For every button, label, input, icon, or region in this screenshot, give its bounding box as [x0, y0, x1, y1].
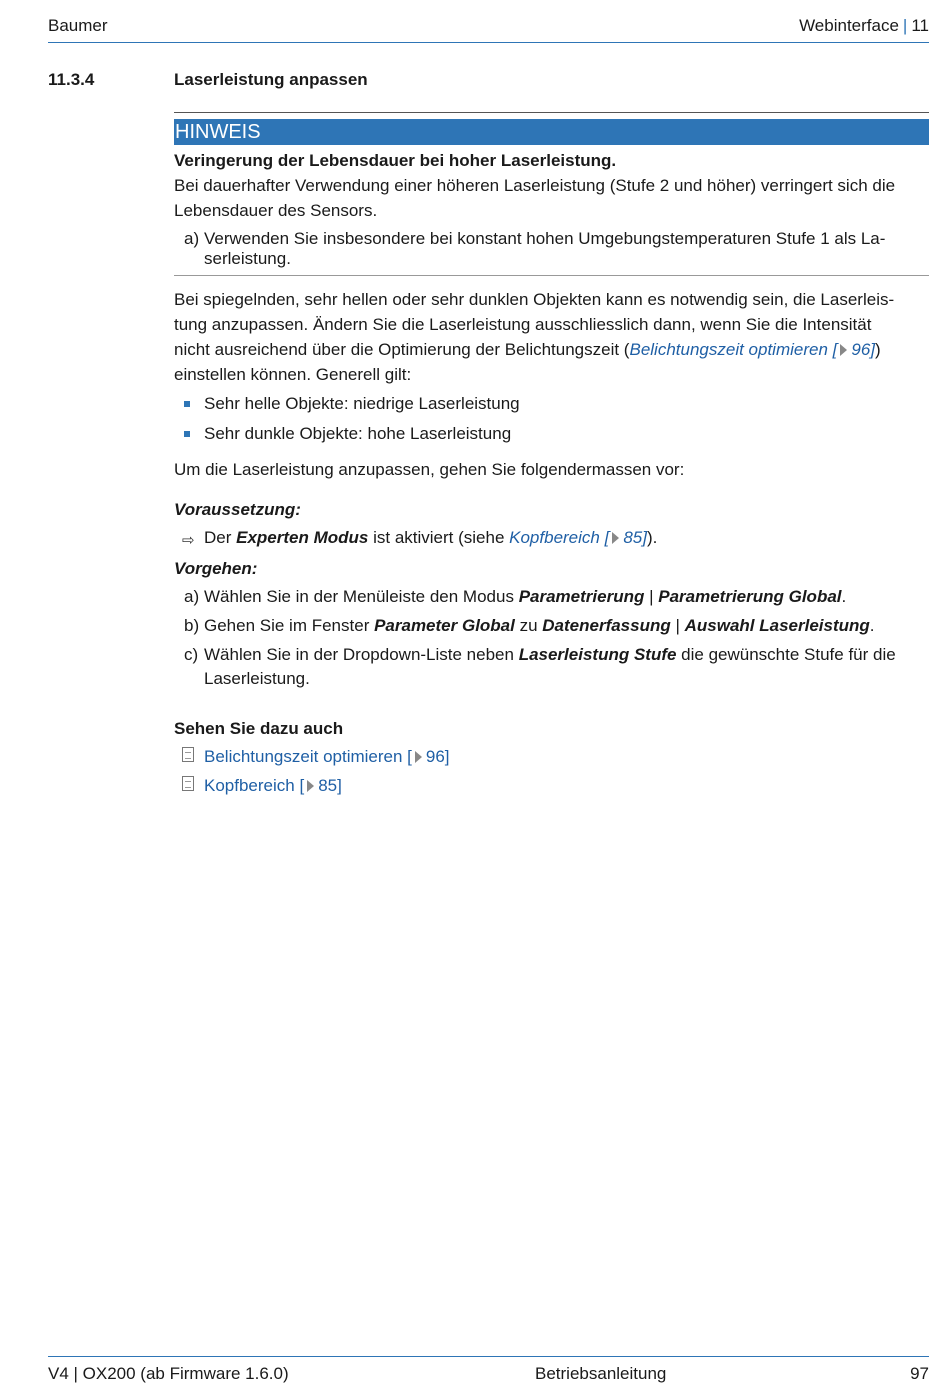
step-marker: c) [184, 645, 199, 664]
step-end: . [869, 616, 875, 635]
step-bold: Datenerfassung [542, 616, 671, 635]
page-ref-arrow-icon [307, 780, 314, 792]
link-page: 96] [425, 747, 450, 766]
step-bold: Parametrierung Global [658, 587, 842, 606]
step-text: zu [514, 616, 543, 635]
footer-page-number: 97 [910, 1364, 929, 1383]
step-a [174, 585, 929, 609]
notice-heading: Veringerung der Lebensdauer bei hoher Laserleistung. [174, 151, 617, 170]
notice-item-line2: serleistung. [204, 249, 291, 268]
step-bold: Parametrierung [518, 587, 645, 606]
step-text: Wählen Sie in der Menüleiste den Modus [204, 587, 519, 606]
link-page: 96] [851, 340, 876, 359]
step-text: Gehen Sie im Fenster [204, 616, 375, 635]
step-bold: Auswahl Laserleistung [684, 616, 870, 635]
prereq-bold: Experten Modus [236, 528, 369, 547]
prerequisite-item [174, 526, 929, 550]
square-bullet-icon [184, 431, 190, 437]
step-end: . [841, 587, 847, 606]
header-chapter-name: Webinterface [799, 16, 899, 35]
arrow-right-outline-icon: ⇨ [182, 532, 195, 549]
header-chapter [799, 16, 929, 36]
link-page: 85] [623, 528, 647, 547]
footer-version: V4 | OX200 (ab Firmware 1.6.0) [48, 1364, 289, 1383]
step-text-line2: Laserleistung. [204, 669, 310, 688]
link-kopfbereich-inline[interactable] [509, 528, 647, 547]
see-also-link-belichtungszeit[interactable] [174, 745, 929, 769]
step-bold: Parameter Global [374, 616, 515, 635]
step-bold: Laserleistung Stufe [518, 645, 677, 664]
step-c [174, 643, 929, 691]
bullet-text: Sehr dunkle Objekte: hohe Laserleistung [204, 424, 512, 443]
step-text: die gewünschte Stufe für die [676, 645, 896, 664]
link-belichtungszeit-inline[interactable] [629, 340, 875, 359]
prereq-post: ). [646, 528, 658, 547]
step-marker: a) [184, 587, 200, 606]
step-b [174, 614, 929, 638]
notice-label: HINWEIS [174, 119, 929, 145]
bullet-list [174, 386, 929, 446]
intro-line4: einstellen können. Generell gilt: [174, 365, 412, 384]
link-label: Kopfbereich [ [509, 528, 610, 547]
see-also-title: Sehen Sie dazu auch [174, 719, 344, 738]
square-bullet-icon [184, 401, 190, 407]
document-icon [182, 776, 194, 791]
notice-text: Bei dauerhafter Verwendung einer höheren Laserleistung (Stufe 2 und höher) verringert sich die Lebensdauer des Sensors. [174, 176, 896, 220]
document-icon [182, 747, 194, 762]
page-footer [48, 1356, 929, 1388]
step-text: Wählen Sie in der Dropdown-Liste neben [204, 645, 519, 664]
list-marker: a) [184, 229, 200, 248]
intro-line2: tung anzupassen. Ändern Sie die Laserleistung ausschliesslich dann, wenn Sie die Intensität [174, 315, 872, 334]
procedure-intro: Um die Laserleistung anzupassen, gehen Sie folgendermassen vor: [174, 460, 685, 479]
intro-paragraph [174, 287, 929, 387]
prereq-mid: ist aktiviert (siehe [368, 528, 510, 547]
list-item [174, 422, 929, 446]
see-also-section [174, 716, 929, 798]
link-label: Kopfbereich [ [204, 776, 305, 795]
section-title: Laserleistung anpassen [174, 70, 368, 89]
header-chapter-number: 11 [911, 16, 929, 35]
step-separator: | [670, 616, 685, 635]
step-separator: | [644, 587, 659, 606]
header-brand: Baumer [48, 16, 108, 35]
page-header [48, 14, 929, 43]
intro-line1: Bei spiegelnden, sehr hellen oder sehr dunklen Objekten kann es notwendig sein, die Laserleis- [174, 290, 895, 309]
steps-label: Vorgehen: [174, 559, 258, 578]
page-ref-arrow-icon [612, 532, 619, 544]
notice-list-item [174, 229, 929, 269]
prereq-pre: Der [204, 528, 237, 547]
bullet-text: Sehr helle Objekte: niedrige Laserleistung [204, 394, 520, 413]
link-label: Belichtungszeit optimieren [ [629, 340, 838, 359]
notice-box [174, 112, 929, 276]
footer-doc-type: Betriebsanleitung [535, 1364, 667, 1383]
steps-section [174, 556, 929, 691]
step-marker: b) [184, 616, 200, 635]
link-label: Belichtungszeit optimieren [ [204, 747, 412, 766]
page-ref-arrow-icon [415, 751, 422, 763]
prerequisite-label: Voraussetzung: [174, 500, 301, 519]
intro-line3 [174, 337, 929, 362]
section-number: 11.3.4 [48, 70, 95, 89]
prerequisite-section [174, 497, 929, 550]
notice-item-line1: Verwenden Sie insbesondere bei konstant hohen Umgebungstemperaturen Stufe 1 als La- [204, 229, 886, 248]
page-ref-arrow-icon [840, 344, 847, 356]
see-also-link-kopfbereich[interactable] [174, 774, 929, 798]
header-separator: | [902, 16, 908, 35]
intro-line3-close: ) [875, 340, 881, 359]
list-item [174, 392, 929, 416]
intro-line3-text: nicht ausreichend über die Optimierung der Belichtungszeit ( [174, 340, 630, 359]
link-page: 85] [318, 776, 342, 795]
